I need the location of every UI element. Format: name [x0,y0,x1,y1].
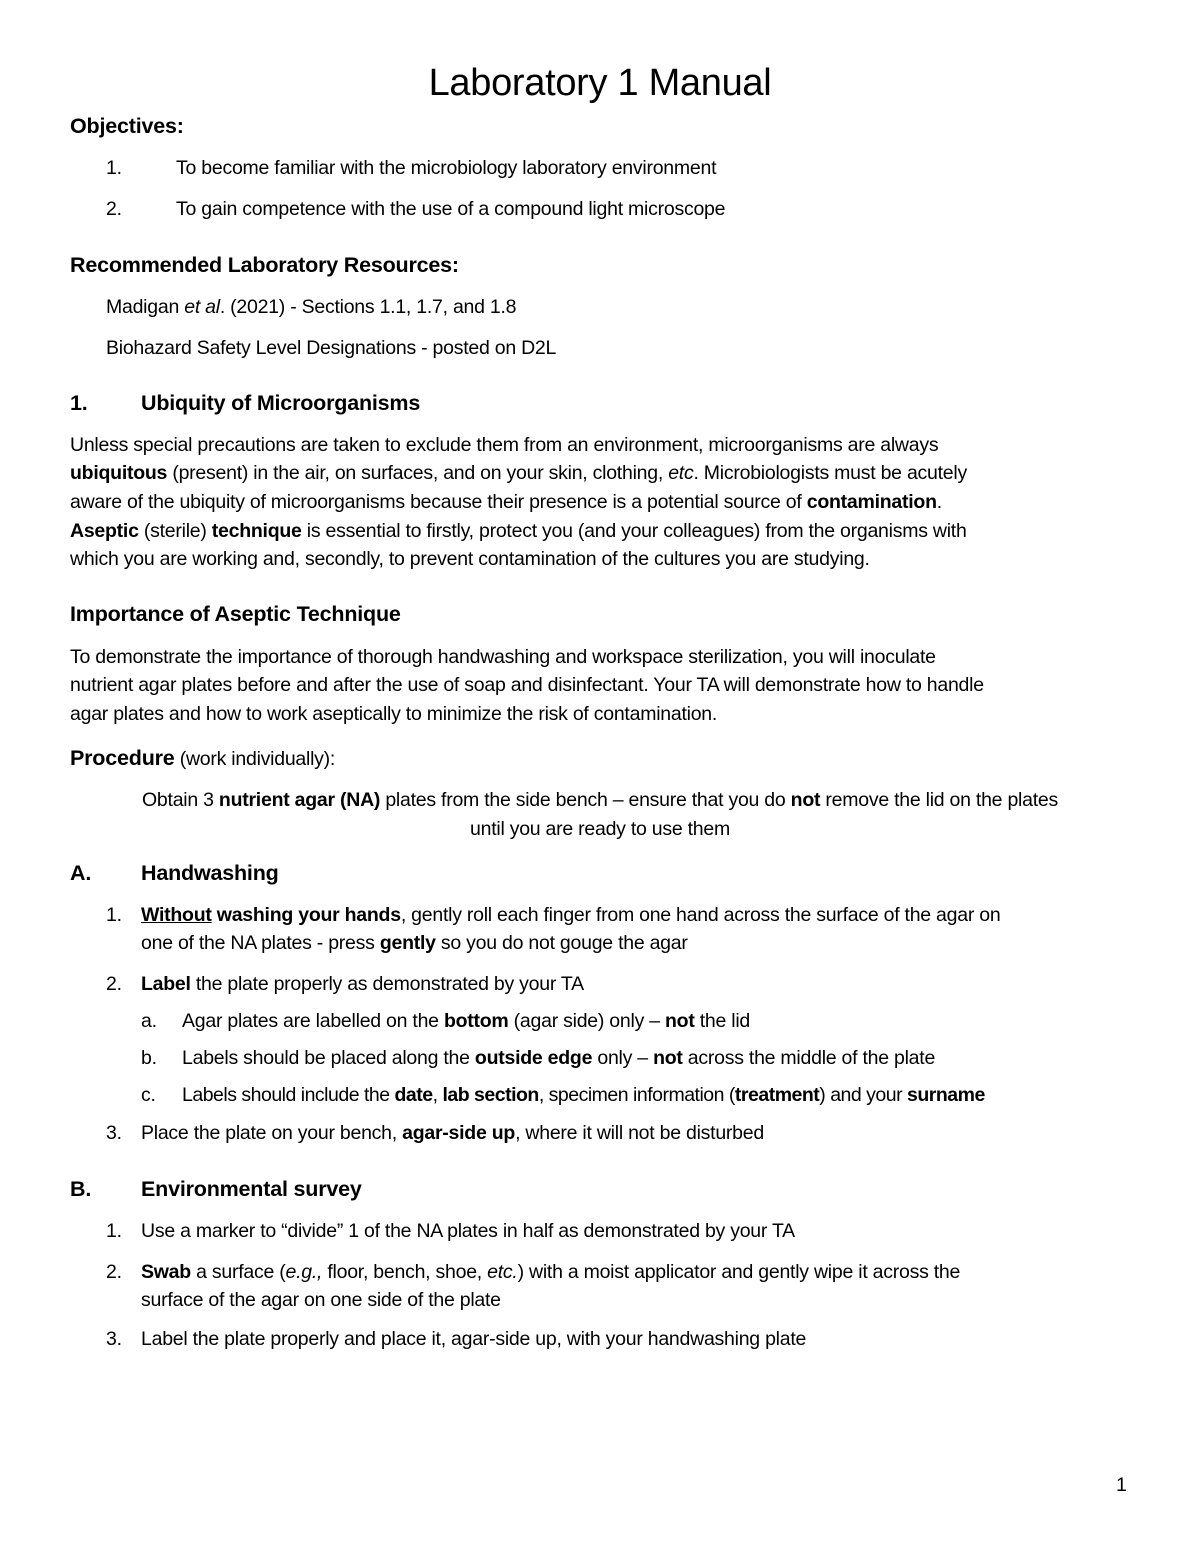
section-a-item-3-text: Place the plate on your bench, agar-side up, where it will not be disturbed [141,1122,764,1144]
section-1-heading: Ubiquity of Microorganisms [141,391,421,415]
objective-2-text: To gain competence with the use of a compound light microscope [176,198,726,220]
objectives-heading: Objectives: [70,114,184,138]
section-1-line-2: ubiquitous (present) in the air, on surfaces, and on your skin, clothing, etc. Microbiologists must be acutely [70,462,967,484]
procedure-heading: Procedure (work individually): [70,746,336,770]
section-b-item-1-text: Use a marker to “divide” 1 of the NA plates in half as demonstrated by your TA [141,1220,795,1242]
resource-biohazard: Biohazard Safety Level Designations - posted on D2L [106,337,557,359]
page-title: Laboratory 1 Manual [428,62,772,104]
section-b-item-1-number: 1. [106,1220,122,1242]
aseptic-line-1: To demonstrate the importance of thorough handwashing and workspace sterilization, you will inoculate [70,646,936,668]
section-a-item-2-number: 2. [106,973,122,995]
section-1-line-5: which you are working and, secondly, to prevent contamination of the cultures you are studying. [70,548,870,570]
section-a-letter: A. [70,861,92,885]
section-a-sub-a-letter: a. [141,1010,157,1032]
section-b-item-2-number: 2. [106,1261,122,1283]
objective-2-number: 2. [106,198,122,220]
resources-heading: Recommended Laboratory Resources: [70,253,459,277]
page-number: 1 [1116,1474,1127,1496]
section-1-line-4: Aseptic (sterile) technique is essential to firstly, protect you (and your colleagues) from the organisms with [70,520,967,542]
objective-1-text: To become familiar with the microbiology laboratory environment [176,157,717,179]
section-a-item-3-number: 3. [106,1122,122,1144]
section-a-sub-c-text: Labels should include the date, lab section, specimen information (treatment) and your surname [182,1084,985,1106]
section-1-number: 1. [70,391,88,415]
section-a-heading: Handwashing [141,861,279,885]
procedure-line-1: Obtain 3 nutrient agar (NA) plates from the side bench – ensure that you do not remove the lid on the plates [142,789,1058,811]
section-1-line-3: aware of the ubiquity of microorganisms because their presence is a potential source of contamination. [70,491,942,513]
section-b-item-3-number: 3. [106,1328,122,1350]
resource-madigan: Madigan et al. (2021) - Sections 1.1, 1.7, and 1.8 [106,296,517,318]
section-a-sub-a-text: Agar plates are labelled on the bottom (agar side) only – not the lid [182,1010,751,1032]
aseptic-heading: Importance of Aseptic Technique [70,602,401,626]
section-a-item-1-line-2: one of the NA plates - press gently so you do not gouge the agar [141,932,688,954]
section-b-item-2-line-2: surface of the agar on one side of the plate [141,1289,501,1311]
section-a-item-1-number: 1. [106,904,122,926]
procedure-line-2: until you are ready to use them [470,818,730,840]
objective-1-number: 1. [106,157,122,179]
section-a-item-2-text: Label the plate properly as demonstrated by your TA [141,973,584,995]
section-1-line-1: Unless special precautions are taken to exclude them from an environment, microorganisms are always [70,434,939,456]
section-b-item-3-text: Label the plate properly and place it, agar-side up, with your handwashing plate [141,1328,807,1350]
section-a-sub-b-text: Labels should be placed along the outside edge only – not across the middle of the plate [182,1047,936,1069]
aseptic-line-2: nutrient agar plates before and after the use of soap and disinfectant. Your TA will demonstrate how to handle [70,674,984,696]
section-b-item-2-line-1: Swab a surface (e.g., floor, bench, shoe, etc.) with a moist applicator and gently wipe it across the [141,1261,961,1283]
section-b-heading: Environmental survey [141,1177,362,1201]
section-a-sub-c-letter: c. [141,1084,156,1106]
section-a-item-1-line-1: Without washing your hands, gently roll each finger from one hand across the surface of the agar on [141,904,1001,926]
section-a-sub-b-letter: b. [141,1047,157,1069]
section-b-letter: B. [70,1177,92,1201]
aseptic-line-3: agar plates and how to work aseptically to minimize the risk of contamination. [70,703,718,725]
